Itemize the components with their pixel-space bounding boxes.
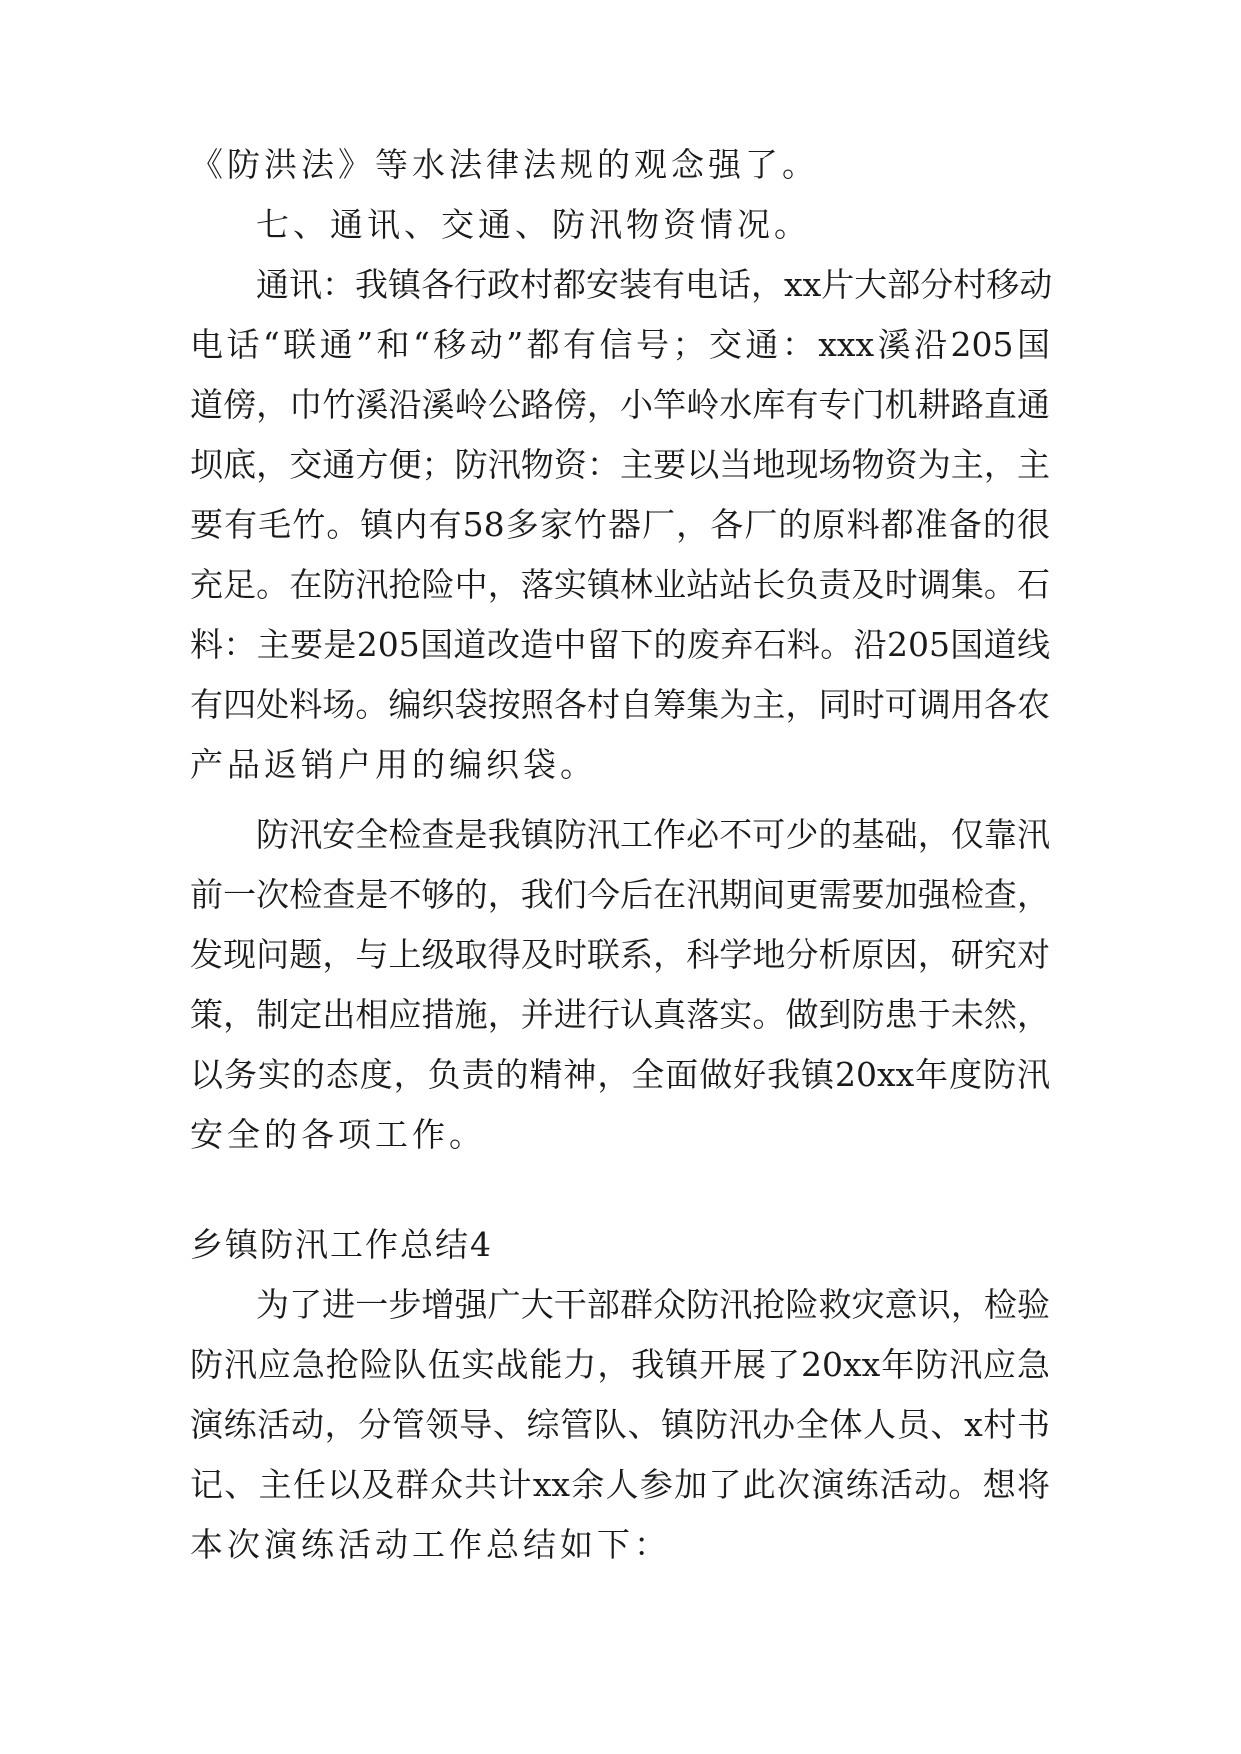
section-title: 乡镇防汛工作总结4 [190, 1225, 493, 1264]
text-line: 前一次检查是不够的，我们今后在汛期间更需要加强检查， [190, 875, 1050, 914]
text-line: 以务实的态度，负责的精神，全面做好我镇20xx年度防汛 [190, 1055, 1050, 1094]
section-heading: 七、通讯、交通、防汛物资情况。 [256, 205, 811, 244]
text-line: 要有毛竹。镇内有58多家竹器厂，各厂的原料都准备的很 [190, 505, 1050, 544]
text-line: 记、主任以及群众共计xx余人参加了此次演练活动。想将 [190, 1465, 1050, 1504]
text-line: 《防洪法》等水法律法规的观念强了。 [190, 145, 819, 184]
text-line: 发现问题，与上级取得及时联系，科学地分析原因，研究对 [190, 935, 1050, 974]
text-line: 本次演练活动工作总结如下： [190, 1525, 671, 1564]
text-line: 料：主要是205国道改造中留下的废弃石料。沿205国道线 [190, 625, 1050, 664]
text-line: 道傍，巾竹溪沿溪岭公路傍，小竿岭水库有专门机耕路直通 [190, 385, 1050, 424]
text-line: 演练活动，分管领导、综管队、镇防汛办全体人员、x村书 [190, 1405, 1050, 1444]
text-line: 通讯：我镇各行政村都安装有电话，xx片大部分村移动 [256, 265, 1053, 304]
text-line: 策，制定出相应措施，并进行认真落实。做到防患于未然， [190, 995, 1050, 1034]
text-line: 安全的各项工作。 [190, 1115, 486, 1154]
text-line: 坝底，交通方便；防汛物资：主要以当地现场物资为主，主 [190, 445, 1050, 484]
text-line: 防汛应急抢险队伍实战能力，我镇开展了20xx年防汛应急 [190, 1345, 1050, 1384]
text-line: 充足。在防汛抢险中，落实镇林业站站长负责及时调集。石 [190, 565, 1050, 604]
text-line: 电话“联通”和“移动”都有信号；交通：xxx溪沿205国 [190, 325, 1050, 364]
text-line: 产品返销户用的编织袋。 [190, 745, 597, 784]
text-line: 有四处料场。编织袋按照各村自筹集为主，同时可调用各农 [190, 685, 1050, 724]
text-line: 为了进一步增强广大干部群众防汛抢险救灾意识，检验 [256, 1285, 1050, 1324]
text-line: 防汛安全检查是我镇防汛工作必不可少的基础，仅靠汛 [256, 815, 1050, 854]
